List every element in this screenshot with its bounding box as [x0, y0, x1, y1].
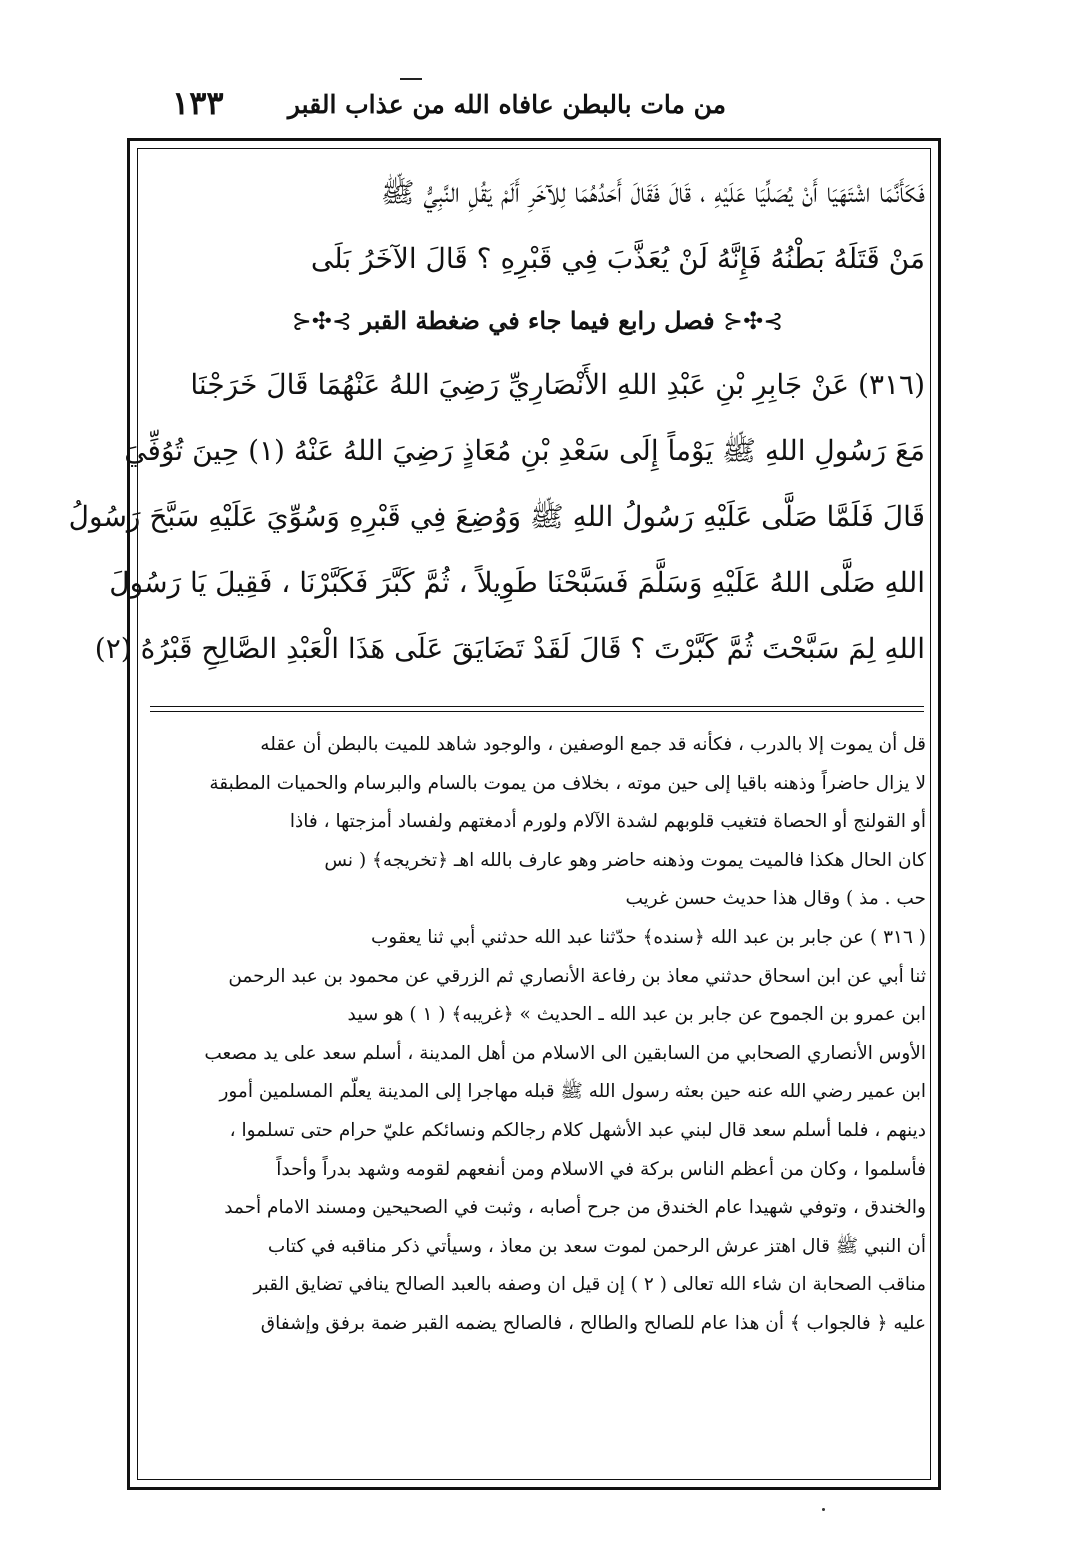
- commentary-line: أو القولنج أو الحصاة فتغيب قلوبهم لشدة الآلام ولورم أدمغتهم ولفساد أمزجتها ، فاذا: [289, 811, 926, 833]
- section-heading: [150, 292, 925, 350]
- page-speck: [822, 1508, 825, 1511]
- hadith-line: اللهِ صَلَّى اللهُ عَلَيْهِ وَسَلَّمَ فَسَبَّحْنَا طَوِيلاً ، ثُمَّ كَبَّرَ فَكَبَّرْنَا ، فَقِيلَ يَا رَسُولَ: [109, 566, 925, 599]
- commentary-line: دينهم ، فلما أسلم سعد قال لبني عبد الأشهل كلام رجالكم ونسائكم عليّ حرام حتى تسلموا ،: [229, 1119, 926, 1141]
- commentary-line: أن النبي ﷺ قال اهتز عرش الرحمن لموت سعد بن معاذ ، وسيأتي ذكر مناقبه في كتاب: [267, 1235, 926, 1257]
- commentary-footnotes: [148, 726, 926, 1344]
- commentary-line: عليه ﴿ فالجواب ﴾ أن هذا عام للصالح والطالح ، فالصالح يضمه القبر ضمة برفق وإشفاق: [260, 1312, 926, 1334]
- header-mark: [400, 78, 422, 80]
- commentary-line: ابن عمرو بن الجموح عن جابر بن عبد الله ـ الحديث » ﴿غريبه﴾ ( ١ ) هو سيد: [347, 1004, 926, 1026]
- hadith-316: [68, 352, 925, 682]
- commentary-line: كان الحال هكذا فالميت يموت وذهنه حاضر وهو عارف بالله اهـ ﴿تخريجه﴾ ( نس: [324, 849, 926, 871]
- hadith-line: (٣١٦) عَنْ جَابِرِ بْنِ عَبْدِ اللهِ الأَنْصَارِيِّ رَضِيَ اللهُ عَنْهُمَا قَالَ خَرَجْنَا: [190, 368, 925, 401]
- commentary-line: فأسلموا ، وكان من أعظم الناس بركة في الاسلام ومن أنفعهم لقومه وشهد بدراً وأحداً: [276, 1158, 926, 1180]
- commentary-line: والخندق ، وتوفي شهيدا عام الخندق من جرح أصابه ، وثبت في الصحيحين ومسند الامام أحمد: [224, 1197, 926, 1219]
- footnote-divider-inner: [150, 711, 924, 712]
- commentary-line: ( ٣١٦ ) عن جابر بن عبد الله ﴿سنده﴾ حدّثنا عبد الله حدثني أبي ثنا يعقوب: [370, 926, 926, 948]
- heading-ornament-right: ⊱✣⊰: [722, 307, 784, 335]
- commentary-line: ابن عمير رضي الله عنه حين بعثه رسول الله ﷺ قبله مهاجرا إلى المدينة يعلّم المسلمين أمور: [219, 1081, 926, 1103]
- page-header: [130, 84, 956, 128]
- heading-ornament-left: ⊱✣⊰: [291, 307, 353, 335]
- commentary-line: لا يزال حاضراً وذهنه باقيا إلى حين موته ، بخلاف من يموت بالسام والبرسام والحميات المطبقة: [209, 772, 926, 794]
- commentary-line: الأوس الأنصاري الصحابي من السابقين الى الاسلام من أهل المدينة ، أسلم سعد على يد مصعب: [204, 1042, 926, 1064]
- main-line: مَنْ قَتَلَهُ بَطْنُهُ فَإِنَّهُ لَنْ يُعَذَّبَ فِي قَبْرِهِ ؟ قَالَ الآخَرُ بَلَى: [310, 242, 925, 275]
- hadith-line: مَعَ رَسُولِ اللهِ ﷺ يَوْماً إِلَى سَعْدِ بْنِ مُعَاذٍ رَضِيَ اللهُ عَنْهُ (١) حِينَ تُوُفِّيَ: [124, 434, 925, 467]
- hadith-line: قَالَ فَلَمَّا صَلَّى عَلَيْهِ رَسُولُ اللهِ ﷺ وَوُضِعَ فِي قَبْرِهِ وَسُوِّيَ عَلَيْهِ سَبَّحَ رَسُولُ: [68, 500, 925, 533]
- hadith-line: اللهِ لِمَ سَبَّحْتَ ثُمَّ كَبَّرْتَ ؟ قَالَ لَقَدْ تَضَايَقَ عَلَى هَذَا الْعَبْدِ الصَّالِحِ قَبْرُهُ (٢): [94, 632, 925, 665]
- main-line: فَكَأَنَّمَا اشْتَهَيَا أَنْ يُصَلِّيَا عَلَيْهِ ، قَالَ فَقَالَ أَحَدُهُمَا لِلآخَرِ أَلَمْ يَقُلِ النَّبِيُّ ﷺ: [380, 176, 925, 209]
- commentary-line: حب . مذ ) وقال هذا حديث حسن غريب: [625, 888, 926, 910]
- commentary-line: مناقب الصحابة ان شاء الله تعالى ( ٢ ) إن قيل ان وصفه بالعبد الصالح ينافي تضايق القبر: [253, 1274, 926, 1296]
- running-title: من مات بالبطن عافاه الله من عذاب القبر: [287, 90, 726, 119]
- commentary-line: قل أن يموت إلا بالدرب ، فكأنه قد جمع الوصفين ، والوجود شاهد للميت بالبطن أن عقله: [260, 734, 926, 755]
- section-heading-text: فصل رابع فيما جاء في ضغطة القبر: [360, 306, 715, 335]
- commentary-line: ثنا أبي عن ابن اسحاق حدثني معاذ بن رفاعة الأنصاري ثم الزرقي عن محمود بن عبد الرحمن: [228, 965, 926, 987]
- page-number: ١٣٣: [172, 84, 224, 122]
- main-text: [68, 160, 925, 682]
- footnote-divider: [150, 706, 924, 707]
